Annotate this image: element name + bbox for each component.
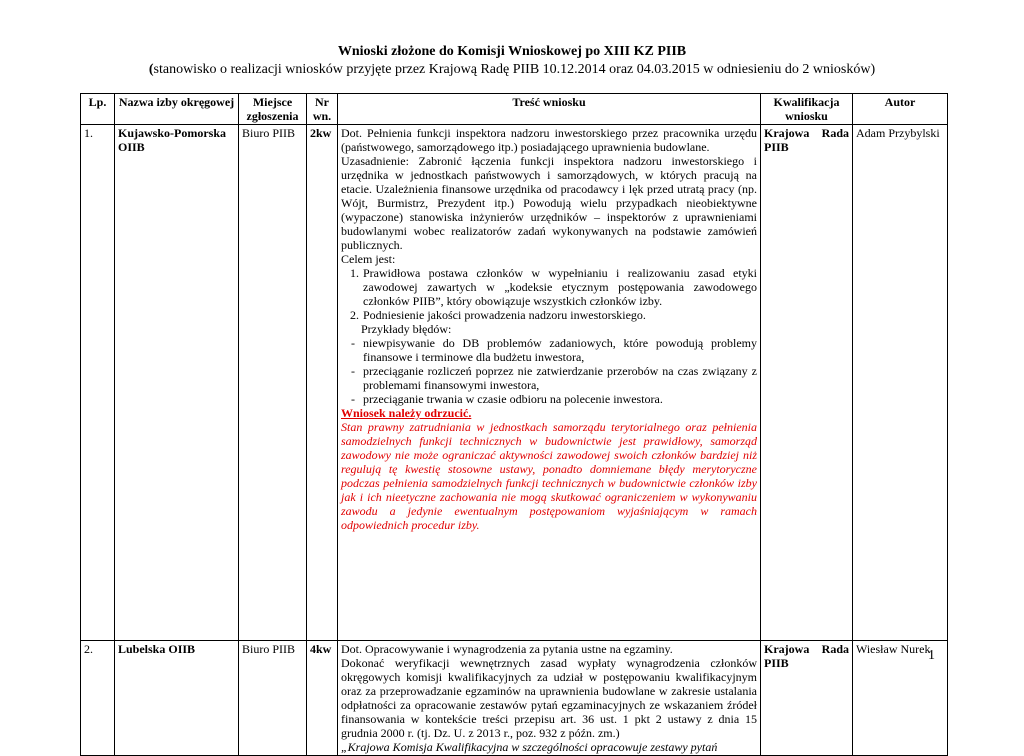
column-header-miejsce: Miejsce zgłoszenia	[239, 94, 307, 125]
goal-item-number: 1.	[350, 266, 359, 280]
row-izba: Lubelska OIIB	[115, 641, 239, 756]
row-lp: 1.	[81, 125, 115, 641]
tresc-body: Dokonać weryfikacji wewnętrznych zasad wypłaty wynagrodzenia członków okręgowych komisji kwalifikacyjnych za udział w postępowaniu kwalifikacyjnym oraz za przeprowadzanie egzaminów na uprawnienia budowlane w zakresie ustalania odpłatności za opracowanie zestawów pytań egzaminacyjnych ze wskazaniem źródeł finansowania w kontekście treści przepisu art. 36 ust. 1 pkt 2 ustawy z dnia 15 grudnia 2000 r. (tj. Dz. U. z 2013 r., poz. 932 z późn. zm.)	[341, 656, 757, 740]
row-kwalifikacja: Krajowa Rada PIIB	[761, 125, 853, 641]
tresc-quote: „Krajowa Komisja Kwalifikacyjna w szczególności opracowuje zestawy pytań	[341, 740, 718, 754]
column-header-tresc: Treść wniosku	[338, 94, 761, 125]
row-miejsce: Biuro PIIB	[239, 641, 307, 756]
decision-justification: Stan prawny zatrudniania w jednostkach samorządu terytorialnego oraz pełnienia samodzielnych funkcji technicznych w budownictwie jest prawidłowy, samorząd zawodowy nie może ograniczać aktywności zawodowej swoich członków bardziej niż regulują tę kwestię stosowne ustawy, ponadto domniemane błędy merytoryczne podczas pełnienia samodzielnych funkcji technicznych w budownictwie członków izby jak i ich nieetyczne zachowania nie mogą skutkować ograniczeniem w wykonywaniu zawodu a jedynie ewentualnym postępowaniom wyjaśniającym w ramach odpowiednich procedur izby.	[341, 420, 757, 532]
goal-item-text: Prawidłowa postawa członków w wypełnianiu i realizowaniu zasad etyki zawodowej zawartych w „kodeksie etycznym postępowania zawodowego członków PIIB”, który obowiązuje wszystkich członków izby.	[363, 266, 757, 308]
goal-item-text: Podniesienie jakości prowadzenia nadzoru inwestorskiego.	[363, 308, 646, 322]
column-header-izba: Nazwa izby okręgowej	[115, 94, 239, 125]
tresc-topic: Dot. Opracowywanie i wynagrodzenia za pytania ustne na egzaminy.	[341, 642, 673, 656]
examples-label: Przykłady błędów:	[361, 322, 452, 336]
tresc-justification: Uzasadnienie: Zabronić łączenia funkcji inspektora nadzoru inwestorskiego i urzędnika w jednostkach państwowych i samorządowych, w których pracują na etacie. Uzależnienia finansowe urzędnika od pracodawcy i lęk przed utratą pracy (np. Wójt, Burmistrz, Prezydent itp.) Powodują wielu przypadkach nieobiektywne (wypaczone) stanowiska inżynierów urzędników – inspektorów z uprawnieniami budowlanymi wobec realizatorów zadań wykonywanych na podstawie zamówień publicznych.	[341, 154, 757, 252]
row-autor: Wiesław Nurek	[853, 641, 948, 756]
row-nr: 4kw	[307, 641, 338, 756]
goal-item-number: 2.	[350, 308, 359, 322]
document-subtitle	[0, 62, 1024, 78]
subtitle-text: stanowisko o realizacji wniosków przyjęte przez Krajową Radę PIIB 10.12.2014 oraz 04.03.2015 w odniesieniu do 2 wniosków)	[153, 62, 876, 77]
example-item-text: przeciąganie trwania w czasie odbioru na polecenie inwestora.	[363, 392, 663, 406]
tresc-goal-label: Celem jest:	[341, 252, 396, 266]
example-item: - przeciąganie rozliczeń poprzez nie zatwierdzanie przerobów na czas związany z problemami finansowymi inwestora,	[351, 364, 757, 392]
row-tresc	[338, 641, 761, 756]
tresc-topic: Dot. Pełnienia funkcji inspektora nadzoru inwestorskiego przez pracownika urzędu (państwowego, samorządowego itp.) posiadającego uprawnienia budowlane.	[341, 126, 757, 154]
row-miejsce: Biuro PIIB	[239, 125, 307, 641]
goal-item	[341, 266, 757, 308]
row-autor: Adam Przybylski	[853, 125, 948, 641]
goal-item	[341, 308, 757, 322]
table-header-row	[81, 94, 948, 125]
example-item-text: niewpisywanie do DB problemów zadaniowych, które powodują problemy finansowe i terminowe dla budżetu inwestora,	[363, 336, 757, 364]
column-header-kwalifikacja: Kwalifikacja wniosku	[761, 94, 853, 125]
document-title: Wnioski złożone do Komisji Wnioskowej po XIII KZ PIIB	[337, 44, 687, 59]
column-header-lp: Lp.	[81, 94, 115, 125]
example-item: - niewpisywanie do DB problemów zadaniowych, które powodują problemy finansowe i terminowe dla budżetu inwestora,	[351, 336, 757, 364]
row-lp: 2.	[81, 641, 115, 756]
row-tresc	[338, 125, 761, 641]
example-item-text: przeciąganie rozliczeń poprzez nie zatwierdzanie przerobów na czas związany z problemami finansowymi inwestora,	[363, 364, 757, 392]
table-row	[81, 125, 948, 641]
row-izba: Kujawsko-Pomorska OIIB	[115, 125, 239, 641]
row-kwalifikacja: Krajowa Rada PIIB	[761, 641, 853, 756]
subtitle-open-paren: (	[148, 62, 154, 77]
table-row	[81, 641, 948, 756]
column-header-autor: Autor	[853, 94, 948, 125]
decision-text: Wniosek należy odrzucić.	[341, 406, 472, 420]
column-header-nr: Nr wn.	[307, 94, 338, 125]
motions-table	[80, 93, 948, 756]
example-item: - przeciąganie trwania w czasie odbioru na polecenie inwestora.	[341, 392, 757, 406]
row-nr: 2kw	[307, 125, 338, 641]
page-number: 1	[928, 648, 935, 663]
